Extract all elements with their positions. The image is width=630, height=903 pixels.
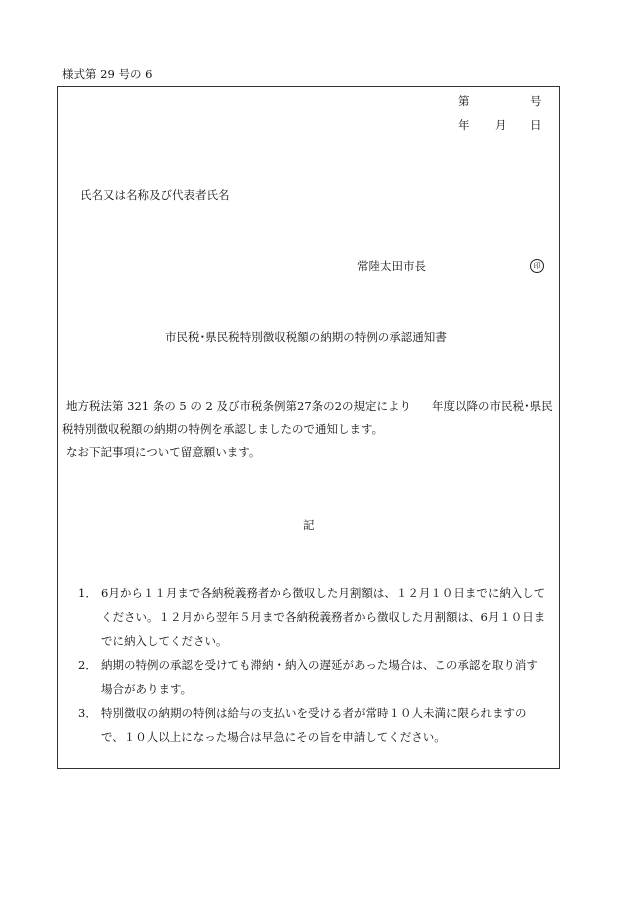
body-line-2: 税特別徴収税額の納期の特例を承認しましたので通知します。 [62,422,384,436]
recipient-name-label: 氏名又は名称及び代表者氏名 [80,188,230,202]
form-number-label: 様式第 29 号の 6 [62,67,153,81]
issuer-name: 常陸太田市長 [357,259,426,273]
note-3-line-1: 特別徴収の納期の特例は給与の支払いを受ける者が常時１０人未満に限られますの [101,706,527,720]
note-1-line-3: でに納入してください。 [101,634,228,648]
number-suffix: 号 [530,94,542,108]
date-year: 年 [458,118,470,132]
date-day: 日 [530,118,542,132]
body-line-1b: 年度以降の市民税･県民 [432,399,553,413]
body-line-3: なお下記事項について留意願います。 [66,445,261,459]
number-prefix: 第 [458,94,470,108]
note-2-line-2: 場合があります。 [101,682,193,696]
note-1-line-1: 6月から１１月まで各納税義務者から徴収した月割額は、１２月１０日までに納入して [101,586,546,600]
date-month: 月 [495,118,507,132]
note-3-line-2: で、１０人以上になった場合は早急にその旨を申請してください。 [101,730,446,744]
document-title: 市民税･県民税特別徴収税額の納期の特例の承認通知書 [165,330,447,344]
note-2-number: 2． [78,658,97,672]
seal-mark: 印 [530,259,544,273]
note-1-number: 1． [78,586,97,600]
ki-heading: 記 [303,518,315,532]
note-2-line-1: 納期の特例の承認を受けても滞納・納入の遅延があった場合は、この承認を取り消す [101,658,538,672]
body-line-1a: 地方税法第 321 条の 5 の 2 及び市税条例第27条の2の規定により [66,399,411,413]
note-3-number: 3． [78,706,97,720]
note-1-line-2: ください。１２月から翌年５月まで各納税義務者から徴収した月割額は、6月１０日ま [101,610,546,624]
